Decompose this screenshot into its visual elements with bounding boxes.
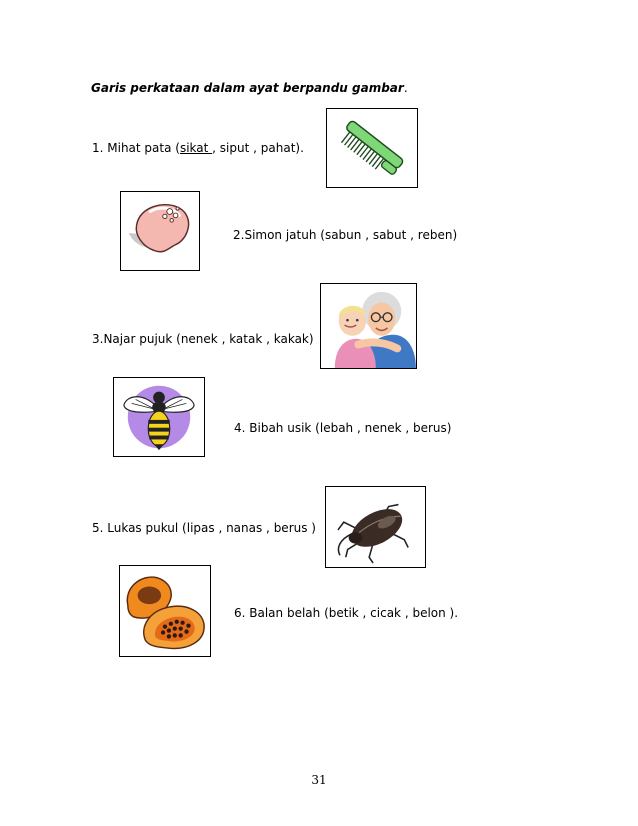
question-6: 6. Balan belah (betik , cicak , belon ). <box>234 606 459 620</box>
question-1 <box>92 140 304 156</box>
instruction <box>91 81 408 95</box>
papaya-icon <box>120 566 210 656</box>
question-1-prefix: 1. Mihat pata ( <box>92 141 180 155</box>
question-4-image-frame <box>113 377 205 457</box>
question-5: 5. Lukas pukul (lipas , nanas , berus ) <box>92 521 316 535</box>
question-1-underlined-answer: sikat <box>179 141 213 155</box>
question-1-image-frame <box>326 108 418 188</box>
instruction-text: Garis perkataan dalam ayat berpandu gambar <box>91 81 404 95</box>
question-3: 3.Najar pujuk (nenek , katak , kakak) <box>92 332 314 346</box>
question-2-image-frame <box>120 191 200 271</box>
instruction-period: . <box>403 81 408 95</box>
question-2: 2.Simon jatuh (sabun , sabut , reben) <box>233 228 458 242</box>
comb-icon <box>327 109 417 187</box>
question-1-suffix: , siput , pahat). <box>212 141 304 155</box>
question-6-image-frame <box>119 565 211 657</box>
question-3-image-frame <box>320 283 417 369</box>
cockroach-icon <box>326 487 425 567</box>
page-number: 31 <box>311 773 327 787</box>
bee-icon <box>114 378 204 456</box>
question-4: 4. Bibah usik (lebah , nenek , berus) <box>234 421 452 435</box>
grandmother-hugging-child-icon <box>321 284 416 368</box>
soap-icon <box>121 192 199 270</box>
question-5-image-frame <box>325 486 426 568</box>
